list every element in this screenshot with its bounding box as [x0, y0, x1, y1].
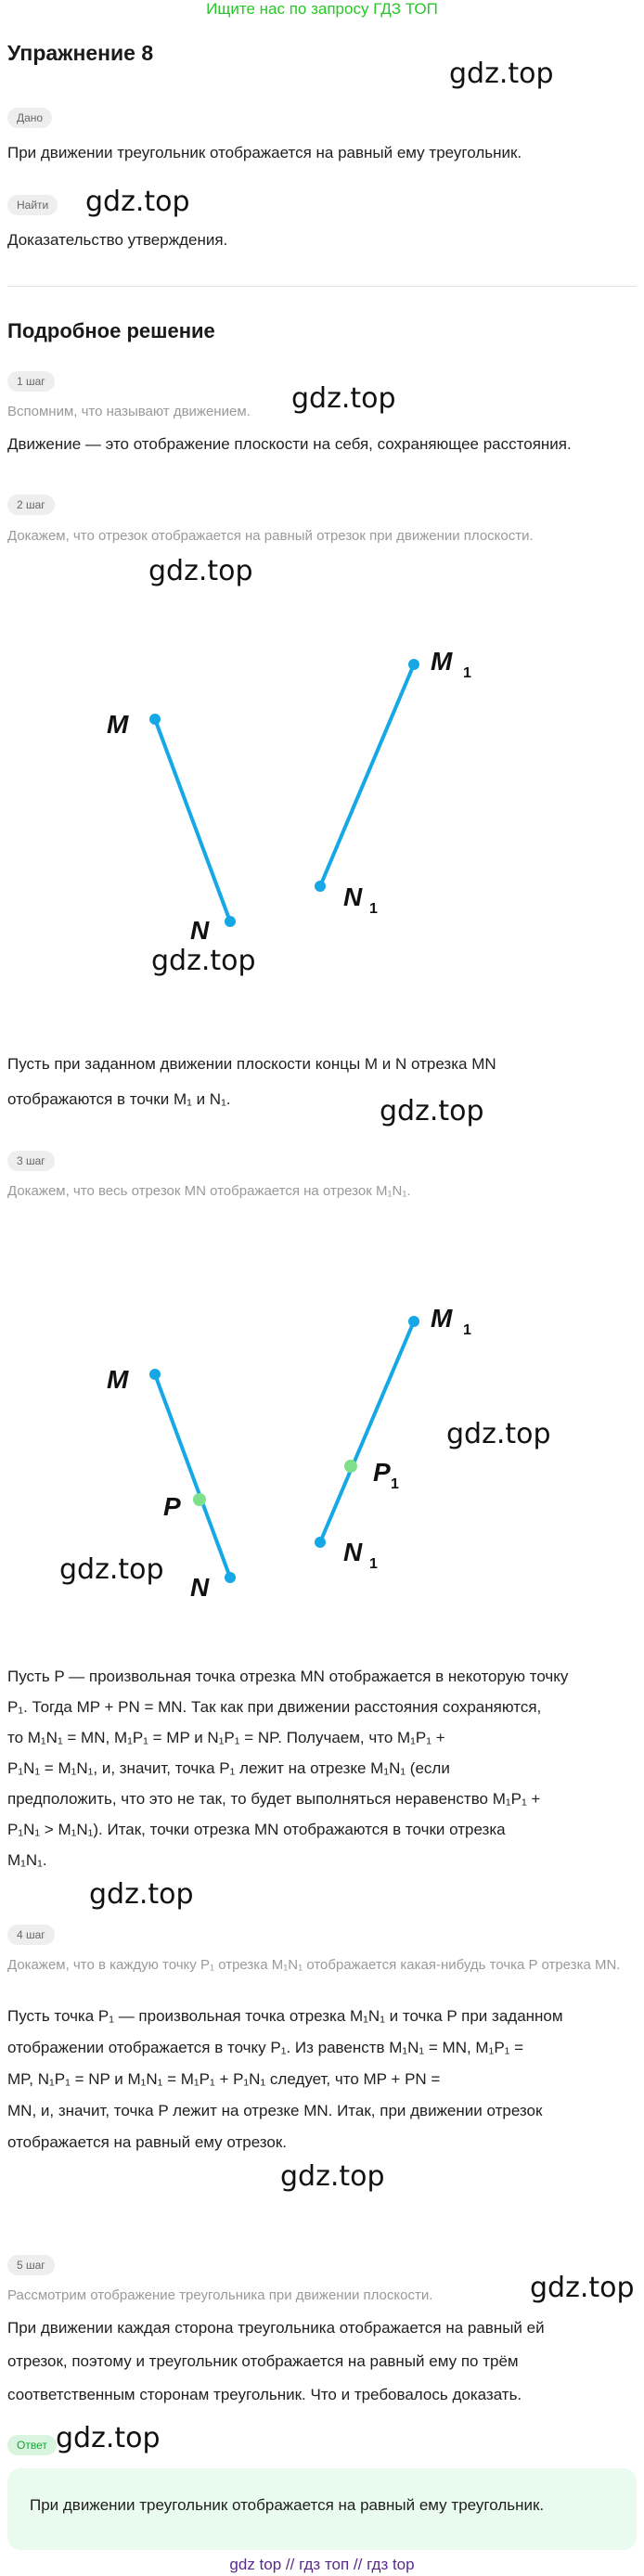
watermark: gdz.top — [151, 945, 256, 977]
step-text-line: Пусть при заданном движении плоскости концы M и N отрезка MN — [7, 1055, 496, 1073]
point-m — [149, 1369, 161, 1380]
label-n1: N — [343, 882, 363, 911]
step-text-line: отображаются в точки M₁ и N₁. — [7, 1090, 231, 1108]
segment-mn — [155, 719, 230, 921]
watermark: gdz.top — [85, 186, 190, 218]
label-n1: N — [343, 1538, 363, 1566]
label-m: M — [107, 1365, 129, 1394]
step-text-line: отображении отображается в точку P₁. Из равенств M₁N₁ = MN, M₁P₁ = — [7, 2039, 524, 2056]
footer-links[interactable]: gdz top // гдз топ // гдз top — [229, 2556, 415, 2573]
label-n1-sub: 1 — [369, 901, 378, 917]
segment-mn — [155, 1374, 230, 1578]
find-text: Доказательство утверждения. — [7, 231, 228, 249]
step-text-line: P₁. Тогда MP + PN = MN. Так как при движении расстояния сохраняются, — [7, 1698, 542, 1716]
step-tag: 3 шаг — [7, 1151, 55, 1171]
step-text-line: отрезок, поэтому и треугольник отображается на равный ему по трём — [7, 2352, 519, 2370]
answer-tag: Ответ — [7, 2435, 57, 2455]
step-text-line: P₁N₁ > M₁N₁). Итак, точки отрезка MN отображаются в точки отрезка — [7, 1821, 506, 1838]
label-n: N — [190, 916, 210, 945]
label-m1: M — [431, 1304, 453, 1333]
point-m1 — [408, 1316, 419, 1327]
step-text-line: При движении каждая сторона треугольника отображается на равный ей — [7, 2319, 545, 2337]
label-n1-sub: 1 — [369, 1556, 378, 1572]
step-text-line: MP, N₁P₁ = NP и M₁N₁ = M₁P₁ + P₁N₁ следует, что MP + PN = — [7, 2070, 441, 2088]
step-tag: 4 шаг — [7, 1925, 55, 1945]
point-n — [225, 916, 236, 927]
find-tag: Найти — [7, 195, 58, 215]
watermark: gdz.top — [280, 2160, 385, 2193]
search-banner: Ищите нас по запросу ГДЗ ТОП — [206, 0, 438, 18]
step-text: Движение — это отображение плоскости на себя, сохраняющее расстояния. — [7, 435, 572, 453]
solution-title: Подробное решение — [7, 319, 215, 342]
section-divider — [7, 286, 637, 287]
segment-m1n1 — [320, 1321, 414, 1542]
label-m1-sub: 1 — [463, 1322, 471, 1338]
step-tag: 5 шаг — [7, 2255, 55, 2275]
step-tag: 2 шаг — [7, 495, 55, 515]
watermark: gdz.top — [446, 1418, 551, 1450]
step-hint: Докажем, что в каждую точку P₁ отрезка M₁N₁ отображается какая-нибудь точка P отрезка MN. — [7, 1957, 621, 1973]
step-hint: Докажем, что весь отрезок MN отображается на отрезок M₁N₁. — [7, 1183, 411, 1199]
step-text-line: то M₁N₁ = MN, M₁P₁ = MP и N₁P₁ = NP. Получаем, что M₁P₁ + — [7, 1729, 445, 1746]
point-n — [225, 1572, 236, 1583]
watermark: gdz.top — [380, 1095, 484, 1127]
label-p1: P — [373, 1458, 391, 1487]
step-hint: Докажем, что отрезок отображается на равный отрезок при движении плоскости. — [7, 528, 534, 544]
point-p1 — [344, 1460, 357, 1473]
step-tag: 1 шаг — [7, 371, 55, 392]
label-p: P — [163, 1492, 181, 1521]
label-p1-sub: 1 — [391, 1476, 399, 1492]
given-text: При движении треугольник отображается на равный ему треугольник. — [7, 144, 522, 161]
segment-m1n1 — [320, 664, 414, 886]
step-text-line: Пусть точка P₁ — произвольная точка отрезка M₁N₁ и точка P при заданном — [7, 2007, 563, 2025]
given-tag: Дано — [7, 108, 52, 128]
step-hint: Вспомним, что называют движением. — [7, 404, 251, 419]
figure-segment-mapping — [0, 594, 644, 965]
label-n: N — [190, 1573, 210, 1602]
point-m1 — [408, 659, 419, 670]
step-text-line: соответственным сторонам треугольник. Что и требовалось доказать. — [7, 2386, 522, 2403]
exercise-title: Упражнение 8 — [7, 41, 154, 65]
label-m1: M — [431, 647, 453, 676]
step-text-line: MN, и, значит, точка P лежит на отрезке MN. Итак, при движении отрезок — [7, 2102, 543, 2119]
step-text-line: M₁N₁. — [7, 1851, 47, 1869]
label-m: M — [107, 710, 129, 739]
watermark: gdz.top — [449, 58, 554, 90]
step-text-line: отображается на равный ему отрезок. — [7, 2133, 288, 2151]
step-text-line: P₁N₁ = M₁N₁, и, значит, точка P₁ лежит на отрезке M₁N₁ (если — [7, 1759, 450, 1777]
step-text-line: Пусть P — произвольная точка отрезка MN отображается в некоторую точку — [7, 1668, 569, 1685]
answer-text: При движении треугольник отображается на равный ему треугольник. — [30, 2496, 545, 2514]
step-text-line: предположить, что это не так, то будет выполняться неравенство M₁P₁ + — [7, 1790, 541, 1808]
point-m — [149, 714, 161, 725]
step-hint: Рассмотрим отображение треугольника при движении плоскости. — [7, 2287, 433, 2303]
watermark: gdz.top — [148, 555, 253, 587]
answer-box — [7, 2468, 637, 2550]
watermark: gdz.top — [89, 1878, 194, 1911]
point-p — [193, 1493, 206, 1506]
point-n1 — [315, 1537, 326, 1548]
point-n1 — [315, 881, 326, 892]
label-m1-sub: 1 — [463, 665, 471, 681]
watermark: gdz.top — [59, 1553, 164, 1586]
watermark: gdz.top — [56, 2422, 161, 2454]
watermark: gdz.top — [291, 382, 396, 415]
watermark: gdz.top — [530, 2272, 635, 2304]
